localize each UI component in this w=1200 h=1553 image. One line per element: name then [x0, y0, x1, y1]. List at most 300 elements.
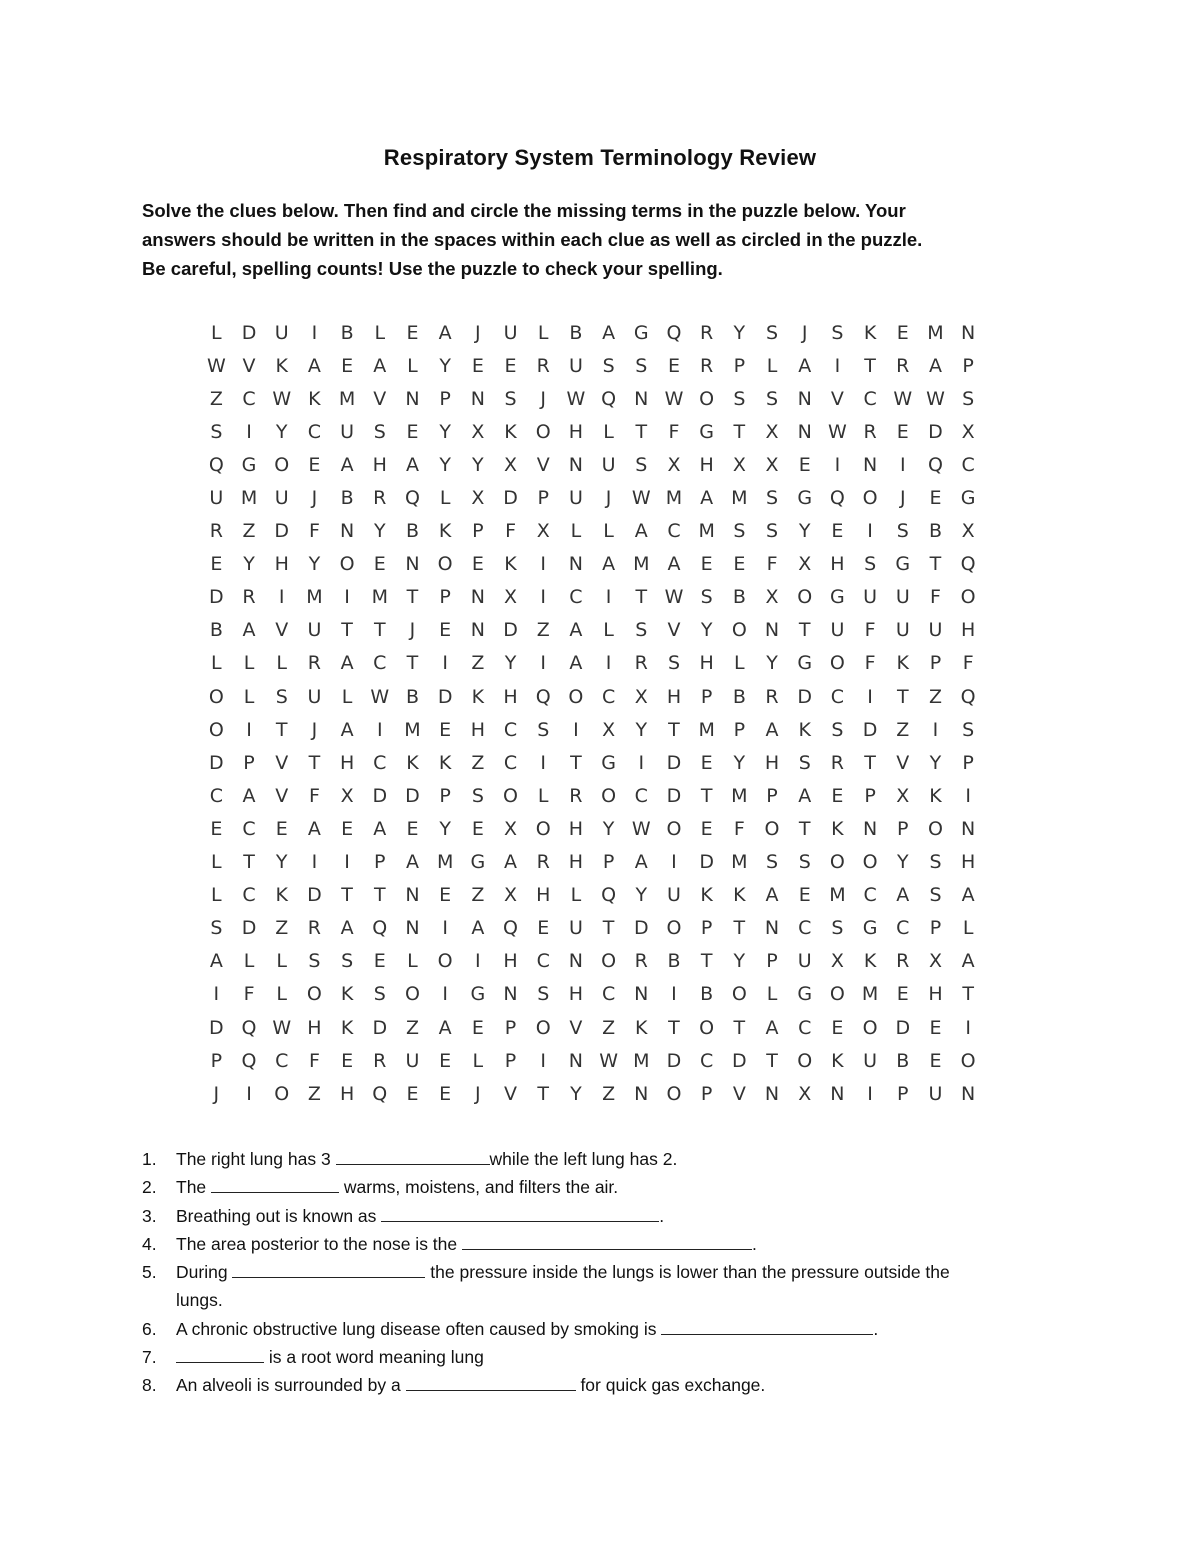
puzzle-letter[interactable]: M	[731, 487, 748, 510]
puzzle-letter[interactable]: R	[700, 354, 714, 377]
puzzle-letter[interactable]: S	[635, 453, 648, 476]
puzzle-letter[interactable]: P	[962, 751, 974, 774]
puzzle-letter[interactable]: I	[965, 1016, 971, 1039]
puzzle-letter[interactable]: B	[896, 1049, 910, 1072]
puzzle-letter[interactable]: Y	[439, 453, 451, 476]
puzzle-letter[interactable]: W	[272, 1016, 292, 1039]
puzzle-letter[interactable]: U	[928, 619, 943, 642]
puzzle-letter[interactable]: I	[965, 784, 971, 807]
puzzle-letter[interactable]: Y	[570, 1082, 582, 1105]
puzzle-letter[interactable]: L	[570, 520, 582, 543]
puzzle-letter[interactable]: U	[307, 685, 322, 708]
puzzle-letter[interactable]: W	[631, 487, 651, 510]
puzzle-letter[interactable]: C	[373, 751, 387, 774]
puzzle-letter[interactable]: E	[406, 1082, 419, 1105]
puzzle-letter[interactable]: Y	[504, 652, 517, 675]
puzzle-letter[interactable]: E	[798, 884, 811, 907]
puzzle-letter[interactable]: N	[568, 553, 584, 576]
puzzle-letter[interactable]: W	[566, 387, 586, 410]
puzzle-letter[interactable]: D	[209, 751, 224, 774]
puzzle-letter[interactable]: O	[960, 586, 976, 609]
puzzle-letter[interactable]: O	[601, 950, 617, 973]
puzzle-letter[interactable]: G	[797, 652, 813, 675]
puzzle-letter[interactable]: I	[376, 718, 383, 741]
puzzle-letter[interactable]: T	[766, 1049, 778, 1072]
puzzle-letter[interactable]: R	[209, 520, 223, 543]
puzzle-letter[interactable]: P	[864, 784, 876, 807]
puzzle-letter[interactable]: O	[274, 453, 290, 476]
puzzle-letter[interactable]: L	[374, 321, 386, 344]
puzzle-letter[interactable]: Q	[960, 685, 976, 708]
puzzle-letter[interactable]: T	[700, 950, 713, 973]
puzzle-letter[interactable]: A	[896, 884, 910, 907]
puzzle-letter[interactable]: C	[242, 884, 256, 907]
puzzle-letter[interactable]: G	[797, 983, 813, 1006]
puzzle-letter[interactable]: D	[633, 917, 649, 940]
puzzle-letter[interactable]: K	[340, 983, 354, 1006]
puzzle-letter[interactable]: N	[634, 387, 649, 410]
puzzle-letter[interactable]: W	[664, 586, 684, 609]
puzzle-letter[interactable]: X	[961, 520, 975, 543]
puzzle-letter[interactable]: O	[699, 387, 715, 410]
puzzle-letter[interactable]: T	[275, 718, 288, 741]
puzzle-letter[interactable]: S	[210, 917, 223, 940]
puzzle-letter[interactable]: A	[405, 453, 419, 476]
puzzle-letter[interactable]: C	[209, 784, 223, 807]
puzzle-letter[interactable]: S	[864, 553, 877, 576]
puzzle-letter[interactable]: Y	[733, 950, 746, 973]
puzzle-letter[interactable]: T	[798, 619, 811, 642]
puzzle-letter[interactable]: K	[438, 520, 452, 543]
puzzle-letter[interactable]: H	[699, 652, 714, 675]
puzzle-letter[interactable]: P	[766, 784, 778, 807]
puzzle-letter[interactable]: I	[344, 851, 350, 874]
puzzle-letter[interactable]: K	[504, 553, 517, 576]
puzzle-letter[interactable]: P	[897, 817, 909, 840]
puzzle-letter[interactable]: I	[213, 983, 220, 1006]
puzzle-letter[interactable]: O	[829, 983, 845, 1006]
puzzle-letter[interactable]: N	[470, 586, 485, 609]
puzzle-letter[interactable]: Q	[535, 685, 551, 708]
puzzle-letter[interactable]: B	[667, 950, 681, 973]
puzzle-letter[interactable]: F	[668, 420, 680, 443]
puzzle-letter[interactable]: I	[573, 718, 579, 741]
puzzle-letter[interactable]: P	[897, 1082, 909, 1105]
puzzle-letter[interactable]: P	[766, 950, 778, 973]
puzzle-letter[interactable]: Y	[275, 420, 288, 443]
puzzle-letter[interactable]: M	[698, 520, 715, 543]
puzzle-letter[interactable]: K	[929, 784, 942, 807]
puzzle-letter[interactable]: N	[961, 817, 976, 840]
puzzle-letter[interactable]: D	[372, 784, 388, 807]
puzzle-letter[interactable]: L	[211, 321, 222, 344]
puzzle-letter[interactable]: S	[635, 619, 648, 642]
puzzle-letter[interactable]: K	[340, 1016, 354, 1039]
puzzle-letter[interactable]: H	[503, 950, 518, 973]
puzzle-letter[interactable]: W	[599, 1049, 618, 1072]
puzzle-letter[interactable]: N	[862, 453, 878, 476]
puzzle-letter[interactable]: I	[442, 917, 448, 940]
puzzle-letter[interactable]: D	[666, 1049, 682, 1072]
puzzle-letter[interactable]: Y	[929, 751, 942, 774]
puzzle-letter[interactable]: O	[666, 917, 682, 940]
puzzle-letter[interactable]: C	[863, 387, 877, 410]
puzzle-letter[interactable]: C	[601, 685, 616, 708]
puzzle-letter[interactable]: H	[928, 983, 943, 1006]
puzzle-letter[interactable]: M	[306, 586, 323, 609]
puzzle-letter[interactable]: N	[634, 983, 649, 1006]
puzzle-letter[interactable]: T	[243, 851, 255, 874]
puzzle-letter[interactable]: N	[862, 817, 878, 840]
puzzle-letter[interactable]: A	[700, 487, 714, 510]
puzzle-letter[interactable]: Q	[503, 917, 519, 940]
puzzle-letter[interactable]: R	[307, 917, 321, 940]
puzzle-letter[interactable]: U	[928, 1082, 943, 1105]
puzzle-letter[interactable]: O	[437, 950, 453, 973]
puzzle-letter[interactable]: V	[667, 619, 681, 642]
puzzle-letter[interactable]: C	[242, 817, 256, 840]
puzzle-letter[interactable]: N	[405, 917, 420, 940]
puzzle-letter[interactable]: V	[536, 453, 550, 476]
puzzle-letter[interactable]: U	[274, 487, 289, 510]
puzzle-letter[interactable]: C	[863, 884, 877, 907]
puzzle-letter[interactable]: M	[436, 851, 454, 874]
puzzle-letter[interactable]: N	[568, 950, 584, 973]
puzzle-letter[interactable]: F	[864, 652, 876, 675]
puzzle-letter[interactable]: Y	[733, 321, 746, 344]
puzzle-letter[interactable]: B	[209, 619, 223, 642]
puzzle-letter[interactable]: U	[601, 453, 616, 476]
puzzle-letter[interactable]: B	[340, 487, 354, 510]
answer-blank[interactable]	[176, 1344, 264, 1363]
puzzle-letter[interactable]: S	[700, 586, 713, 609]
puzzle-letter[interactable]: O	[797, 586, 813, 609]
puzzle-letter[interactable]: D	[895, 1016, 911, 1039]
puzzle-letter[interactable]: Q	[666, 321, 682, 344]
puzzle-letter[interactable]: K	[733, 884, 746, 907]
puzzle-letter[interactable]: I	[278, 586, 285, 609]
puzzle-letter[interactable]: V	[896, 751, 910, 774]
puzzle-letter[interactable]: U	[307, 619, 322, 642]
puzzle-letter[interactable]: L	[211, 851, 222, 874]
puzzle-letter[interactable]: D	[862, 718, 878, 741]
puzzle-letter[interactable]: S	[831, 917, 844, 940]
puzzle-letter[interactable]: S	[537, 718, 550, 741]
puzzle-letter[interactable]: O	[601, 784, 617, 807]
puzzle-letter[interactable]: C	[830, 685, 845, 708]
puzzle-letter[interactable]: Q	[927, 453, 943, 476]
puzzle-letter[interactable]: K	[863, 950, 877, 973]
puzzle-letter[interactable]: I	[834, 453, 841, 476]
puzzle-letter[interactable]: D	[666, 751, 682, 774]
puzzle-letter[interactable]: J	[475, 1082, 481, 1105]
answer-blank[interactable]	[211, 1174, 339, 1193]
puzzle-letter[interactable]: L	[276, 652, 288, 675]
puzzle-letter[interactable]: A	[634, 851, 648, 874]
puzzle-letter[interactable]: Y	[700, 619, 713, 642]
puzzle-letter[interactable]: L	[407, 354, 418, 377]
puzzle-letter[interactable]: O	[208, 718, 224, 741]
puzzle-letter[interactable]: N	[405, 553, 420, 576]
puzzle-letter[interactable]: Y	[243, 553, 255, 576]
puzzle-letter[interactable]: C	[798, 1016, 812, 1039]
puzzle-letter[interactable]: R	[896, 354, 910, 377]
puzzle-letter[interactable]: H	[961, 619, 976, 642]
puzzle-letter[interactable]: P	[439, 784, 451, 807]
puzzle-letter[interactable]: N	[568, 1049, 584, 1072]
puzzle-letter[interactable]: L	[276, 983, 288, 1006]
puzzle-letter[interactable]: N	[470, 619, 485, 642]
puzzle-letter[interactable]: P	[733, 718, 746, 741]
puzzle-letter[interactable]: T	[308, 751, 321, 774]
puzzle-letter[interactable]: R	[700, 321, 714, 344]
puzzle-letter[interactable]: F	[766, 553, 778, 576]
puzzle-letter[interactable]: N	[961, 321, 976, 344]
puzzle-letter[interactable]: C	[634, 784, 648, 807]
puzzle-letter[interactable]: K	[700, 884, 713, 907]
puzzle-letter[interactable]: C	[896, 917, 910, 940]
puzzle-letter[interactable]: E	[439, 1049, 452, 1072]
puzzle-letter[interactable]: Y	[439, 420, 451, 443]
puzzle-letter[interactable]: B	[340, 321, 354, 344]
puzzle-letter[interactable]: A	[438, 321, 452, 344]
puzzle-letter[interactable]: S	[962, 718, 975, 741]
puzzle-letter[interactable]: O	[829, 652, 845, 675]
puzzle-letter[interactable]: J	[213, 1082, 220, 1105]
puzzle-letter[interactable]: H	[339, 751, 355, 774]
puzzle-letter[interactable]: W	[926, 387, 945, 410]
puzzle-letter[interactable]: I	[867, 520, 873, 543]
puzzle-letter[interactable]: A	[798, 784, 812, 807]
puzzle-letter[interactable]: V	[830, 387, 844, 410]
puzzle-letter[interactable]: I	[311, 321, 318, 344]
puzzle-letter[interactable]: A	[307, 354, 321, 377]
puzzle-letter[interactable]: P	[602, 851, 615, 874]
puzzle-letter[interactable]: A	[798, 354, 812, 377]
puzzle-letter[interactable]: L	[211, 884, 222, 907]
answer-blank[interactable]	[462, 1231, 752, 1250]
puzzle-letter[interactable]: X	[471, 487, 485, 510]
puzzle-letter[interactable]: U	[863, 586, 878, 609]
puzzle-letter[interactable]: D	[307, 884, 322, 907]
puzzle-letter[interactable]: E	[929, 487, 942, 510]
puzzle-letter[interactable]: T	[602, 917, 615, 940]
puzzle-letter[interactable]: U	[863, 1049, 878, 1072]
puzzle-letter[interactable]: G	[241, 453, 257, 476]
puzzle-letter[interactable]: T	[635, 586, 648, 609]
puzzle-letter[interactable]: K	[275, 884, 288, 907]
puzzle-letter[interactable]: K	[831, 1049, 844, 1072]
puzzle-letter[interactable]: A	[504, 851, 518, 874]
puzzle-letter[interactable]: H	[568, 817, 584, 840]
puzzle-letter[interactable]: E	[308, 453, 321, 476]
puzzle-letter[interactable]: Z	[602, 1082, 616, 1105]
puzzle-letter[interactable]: A	[765, 1016, 779, 1039]
puzzle-letter[interactable]: O	[437, 553, 453, 576]
puzzle-letter[interactable]: A	[928, 354, 942, 377]
puzzle-letter[interactable]: M	[861, 983, 879, 1006]
puzzle-letter[interactable]: B	[732, 685, 746, 708]
puzzle-letter[interactable]: N	[405, 884, 420, 907]
puzzle-letter[interactable]: A	[373, 354, 387, 377]
puzzle-letter[interactable]: E	[700, 553, 713, 576]
puzzle-letter[interactable]: D	[503, 619, 518, 642]
puzzle-letter[interactable]: J	[409, 619, 416, 642]
puzzle-letter[interactable]: A	[602, 553, 616, 576]
puzzle-letter[interactable]: Y	[798, 520, 811, 543]
puzzle-letter[interactable]: E	[439, 1082, 452, 1105]
puzzle-letter[interactable]: K	[798, 718, 811, 741]
puzzle-letter[interactable]: A	[340, 718, 354, 741]
puzzle-letter[interactable]: K	[896, 652, 910, 675]
puzzle-letter[interactable]: R	[863, 420, 877, 443]
puzzle-letter[interactable]: H	[830, 553, 845, 576]
puzzle-letter[interactable]: D	[666, 784, 682, 807]
puzzle-letter[interactable]: X	[896, 784, 910, 807]
puzzle-letter[interactable]: A	[242, 784, 256, 807]
puzzle-letter[interactable]: Z	[471, 751, 485, 774]
puzzle-letter[interactable]: O	[797, 1049, 813, 1072]
puzzle-letter[interactable]: L	[603, 619, 614, 642]
puzzle-letter[interactable]: Y	[896, 851, 909, 874]
puzzle-letter[interactable]: S	[831, 718, 844, 741]
puzzle-letter[interactable]: A	[765, 884, 779, 907]
puzzle-letter[interactable]: I	[475, 950, 481, 973]
puzzle-letter[interactable]: N	[634, 1082, 649, 1105]
puzzle-letter[interactable]: A	[340, 453, 354, 476]
puzzle-letter[interactable]: W	[893, 387, 913, 410]
puzzle-letter[interactable]: J	[311, 718, 318, 741]
puzzle-letter[interactable]: L	[472, 1049, 484, 1072]
puzzle-letter[interactable]: R	[307, 652, 321, 675]
puzzle-letter[interactable]: Z	[275, 917, 289, 940]
puzzle-letter[interactable]: Z	[536, 619, 550, 642]
puzzle-letter[interactable]: R	[634, 950, 648, 973]
puzzle-letter[interactable]: P	[243, 751, 255, 774]
puzzle-letter[interactable]: L	[276, 950, 288, 973]
puzzle-letter[interactable]: U	[340, 420, 355, 443]
puzzle-letter[interactable]: N	[470, 387, 485, 410]
puzzle-letter[interactable]: D	[274, 520, 290, 543]
puzzle-letter[interactable]: L	[766, 983, 778, 1006]
puzzle-letter[interactable]: A	[340, 917, 354, 940]
puzzle-letter[interactable]: N	[503, 983, 518, 1006]
puzzle-letter[interactable]: K	[275, 354, 288, 377]
puzzle-letter[interactable]: H	[666, 685, 682, 708]
puzzle-letter[interactable]: R	[765, 685, 779, 708]
puzzle-letter[interactable]: D	[732, 1049, 747, 1072]
answer-blank[interactable]	[232, 1259, 425, 1278]
puzzle-letter[interactable]: H	[961, 851, 976, 874]
puzzle-letter[interactable]: C	[275, 1049, 289, 1072]
puzzle-letter[interactable]: E	[341, 354, 354, 377]
puzzle-letter[interactable]: Z	[896, 718, 910, 741]
puzzle-letter[interactable]: X	[667, 453, 681, 476]
puzzle-letter[interactable]: L	[537, 784, 549, 807]
puzzle-letter[interactable]: S	[962, 387, 975, 410]
puzzle-letter[interactable]: T	[341, 884, 353, 907]
puzzle-letter[interactable]: I	[899, 453, 906, 476]
puzzle-letter[interactable]: E	[471, 354, 484, 377]
puzzle-letter[interactable]: E	[341, 1049, 354, 1072]
puzzle-letter[interactable]: E	[210, 553, 223, 576]
puzzle-letter[interactable]: I	[605, 586, 612, 609]
puzzle-letter[interactable]: T	[733, 1016, 746, 1039]
puzzle-letter[interactable]: E	[831, 1016, 844, 1039]
puzzle-letter[interactable]: S	[733, 520, 746, 543]
puzzle-letter[interactable]: Q	[601, 387, 617, 410]
puzzle-letter[interactable]: Z	[405, 1016, 419, 1039]
puzzle-letter[interactable]: A	[667, 553, 681, 576]
puzzle-letter[interactable]: E	[896, 321, 909, 344]
puzzle-letter[interactable]: Y	[439, 354, 451, 377]
puzzle-letter[interactable]: T	[929, 553, 942, 576]
puzzle-letter[interactable]: Y	[439, 817, 451, 840]
puzzle-letter[interactable]: H	[470, 718, 485, 741]
puzzle-letter[interactable]: M	[633, 553, 650, 576]
puzzle-letter[interactable]: A	[340, 652, 354, 675]
puzzle-letter[interactable]: B	[405, 685, 419, 708]
puzzle-letter[interactable]: S	[798, 851, 811, 874]
puzzle-letter[interactable]: Z	[471, 884, 485, 907]
puzzle-letter[interactable]: O	[339, 553, 355, 576]
puzzle-letter[interactable]: S	[210, 420, 223, 443]
puzzle-letter[interactable]: M	[665, 487, 683, 510]
puzzle-letter[interactable]: Q	[404, 487, 420, 510]
puzzle-letter[interactable]: W	[206, 354, 226, 377]
puzzle-letter[interactable]: X	[732, 453, 746, 476]
puzzle-letter[interactable]: R	[536, 354, 550, 377]
puzzle-letter[interactable]: X	[830, 950, 844, 973]
answer-blank[interactable]	[336, 1146, 490, 1165]
puzzle-letter[interactable]: Q	[372, 1082, 388, 1105]
puzzle-letter[interactable]: N	[830, 1082, 845, 1105]
puzzle-letter[interactable]: N	[797, 420, 812, 443]
puzzle-letter[interactable]: V	[242, 354, 256, 377]
puzzle-letter[interactable]: O	[568, 685, 584, 708]
puzzle-letter[interactable]: V	[373, 387, 387, 410]
puzzle-letter[interactable]: U	[568, 354, 583, 377]
puzzle-letter[interactable]: T	[733, 917, 746, 940]
puzzle-letter[interactable]: F	[962, 652, 974, 675]
puzzle-letter[interactable]: B	[732, 586, 746, 609]
puzzle-letter[interactable]: E	[471, 553, 484, 576]
puzzle-letter[interactable]: S	[373, 420, 386, 443]
puzzle-letter[interactable]: H	[568, 983, 584, 1006]
puzzle-letter[interactable]: W	[272, 387, 292, 410]
puzzle-letter[interactable]: Y	[733, 751, 746, 774]
puzzle-letter[interactable]: S	[667, 652, 680, 675]
puzzle-letter[interactable]: L	[407, 950, 418, 973]
puzzle-letter[interactable]: D	[699, 851, 714, 874]
puzzle-letter[interactable]: B	[569, 321, 583, 344]
puzzle-letter[interactable]: D	[437, 685, 453, 708]
puzzle-letter[interactable]: S	[766, 851, 779, 874]
puzzle-letter[interactable]: X	[798, 1082, 812, 1105]
puzzle-letter[interactable]: S	[766, 387, 779, 410]
puzzle-letter[interactable]: X	[765, 420, 779, 443]
puzzle-letter[interactable]: Y	[373, 520, 386, 543]
puzzle-letter[interactable]: G	[960, 487, 976, 510]
puzzle-letter[interactable]: I	[638, 751, 645, 774]
puzzle-letter[interactable]: X	[504, 817, 518, 840]
puzzle-letter[interactable]: G	[633, 321, 649, 344]
puzzle-letter[interactable]: F	[930, 586, 941, 609]
puzzle-letter[interactable]: L	[962, 917, 974, 940]
puzzle-letter[interactable]: D	[372, 1016, 388, 1039]
puzzle-letter[interactable]: L	[603, 420, 614, 443]
puzzle-letter[interactable]: L	[243, 950, 255, 973]
